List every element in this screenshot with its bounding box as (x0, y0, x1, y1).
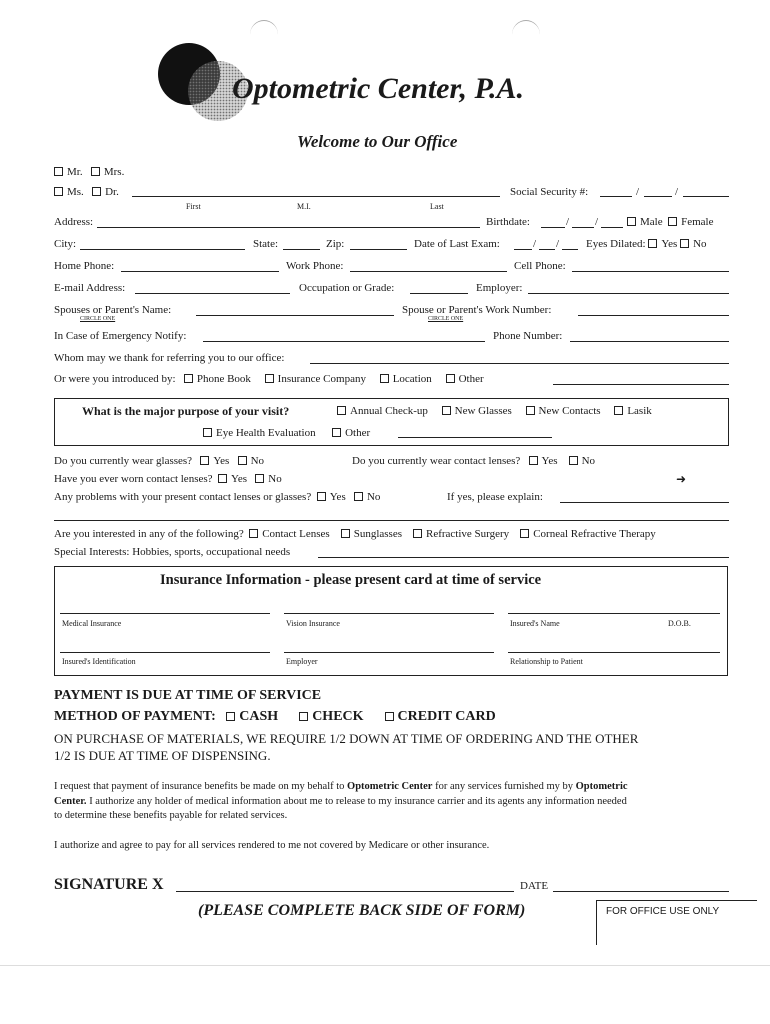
address-field[interactable] (97, 227, 480, 228)
problems-row (54, 491, 380, 503)
employer-label: Employer: (476, 282, 523, 294)
address-label: Address: (54, 216, 94, 228)
payment-method-label: METHOD OF PAYMENT: (54, 709, 216, 724)
new-contacts-label: New Contacts (538, 405, 601, 417)
date-label: DATE (520, 880, 549, 892)
auth-text-2a: Center. (54, 796, 87, 807)
birth-sep-2: / (595, 216, 599, 228)
birth-sep-1: / (566, 216, 570, 228)
mr-label: Mr. (67, 166, 83, 178)
spouse-name-label: Spouses or Parent's Name: (54, 304, 172, 316)
dr-label: Dr. (105, 186, 119, 198)
last-exam-day-field[interactable] (539, 249, 555, 250)
problems-no-label: No (366, 491, 381, 503)
spouse-name-field[interactable] (196, 315, 394, 316)
crt-label: Corneal Refractive Therapy (533, 528, 656, 540)
auth-text-1c: for any services furnished my by (432, 781, 576, 792)
exam-sep-1: / (533, 238, 537, 250)
payment-method-row (54, 709, 496, 725)
contacts-no-label: No (581, 455, 596, 467)
ever-worn-no-checkbox[interactable] (255, 474, 264, 483)
problems-question: Any problems with your present contact lenses or glasses? (54, 491, 312, 503)
annual-checkup-label: Annual Check-up (350, 405, 428, 417)
insured-name-field[interactable] (508, 613, 720, 614)
dob-label: D.O.B. (668, 619, 691, 628)
signature-label: SIGNATURE X (54, 876, 164, 893)
birthdate-month-field[interactable] (541, 227, 565, 228)
relationship-label: Relationship to Patient (510, 657, 583, 666)
company-name: Optometric Center, P.A. (232, 72, 524, 105)
emergency-label: In Case of Emergency Notify: (54, 330, 187, 342)
crt-checkbox[interactable] (520, 529, 529, 538)
eyes-dilated-group (586, 238, 707, 250)
birthdate-year-field[interactable] (601, 227, 623, 228)
city-label: City: (54, 238, 77, 250)
intro-other-checkbox[interactable] (446, 374, 455, 383)
circle-one-note-2: CIRCLE ONE (428, 316, 464, 322)
state-label: State: (253, 238, 279, 250)
visit-other-checkbox[interactable] (332, 428, 341, 437)
employer-insurance-field[interactable] (284, 652, 494, 653)
state-field[interactable] (283, 249, 320, 250)
zip-field[interactable] (350, 249, 407, 250)
auth-line-1 (54, 781, 628, 792)
occupation-label: Occupation or Grade: (299, 282, 395, 294)
check-checkbox[interactable] (299, 712, 308, 721)
wear-glasses-question: Do you currently wear glasses? (54, 455, 193, 467)
mr-checkbox[interactable] (54, 167, 63, 176)
visit-options-row-1 (337, 405, 652, 417)
cell-phone-label: Cell Phone: (514, 260, 566, 272)
cell-phone-field[interactable] (572, 271, 729, 272)
sunglasses-checkbox[interactable] (341, 529, 350, 538)
ssn-field-2[interactable] (644, 196, 672, 197)
interests-row (54, 528, 656, 540)
introduced-label: Or were you introduced by: (54, 373, 176, 385)
annual-checkup-checkbox[interactable] (337, 406, 346, 415)
glasses-yes-checkbox[interactable] (200, 456, 209, 465)
explain-label: If yes, please explain: (447, 491, 543, 503)
welcome-heading: Welcome to Our Office (297, 132, 458, 151)
ssn-label: Social Security #: (510, 186, 589, 198)
spouse-work-field[interactable] (578, 315, 729, 316)
phone-number-label: Phone Number: (493, 330, 563, 342)
employer-field[interactable] (528, 293, 729, 294)
phone-book-checkbox[interactable] (184, 374, 193, 383)
explain-field[interactable] (560, 502, 729, 503)
refractive-surgery-label: Refractive Surgery (426, 528, 510, 540)
phone-book-label: Phone Book (196, 373, 251, 385)
ever-worn-question: Have you ever worn contact lenses? (54, 473, 213, 485)
email-label: E-mail Address: (54, 282, 126, 294)
lasik-checkbox[interactable] (614, 406, 623, 415)
eye-health-checkbox[interactable] (203, 428, 212, 437)
sunglasses-label: Sunglasses (353, 528, 402, 540)
ssn-sep-2: / (675, 186, 679, 198)
ever-worn-yes-label: Yes (231, 473, 248, 485)
wear-contacts-question: Do you currently wear contact lenses? (352, 455, 521, 467)
vision-insurance-field[interactable] (284, 613, 494, 614)
referral-label: Whom may we thank for referring you to our office: (54, 352, 285, 364)
insurance-employer-label: Employer (286, 657, 318, 666)
lasik-label: Lasik (627, 405, 652, 417)
visit-other-label: Other (345, 427, 371, 439)
ever-worn-row (54, 473, 282, 485)
insured-id-field[interactable] (60, 652, 270, 653)
eye-health-label: Eye Health Evaluation (216, 427, 316, 439)
insurance-company-checkbox[interactable] (265, 374, 274, 383)
special-interests-field[interactable] (318, 557, 729, 558)
ever-worn-yes-checkbox[interactable] (218, 474, 227, 483)
male-checkbox[interactable] (627, 217, 636, 226)
phone-number-field[interactable] (570, 341, 729, 342)
arrow-icon: ➜ (676, 472, 687, 486)
glasses-no-checkbox[interactable] (238, 456, 247, 465)
dilated-no-label: No (693, 238, 707, 250)
visit-other-field[interactable] (398, 437, 552, 438)
ever-worn-no-label: No (268, 473, 282, 485)
materials-line-2: 1/2 IS DUE AT TIME OF DISPENSING. (54, 748, 271, 763)
contacts-yes-checkbox[interactable] (529, 456, 538, 465)
vision-insurance-label: Vision Insurance (286, 619, 340, 628)
punch-hole-right (512, 20, 540, 49)
location-label: Location (392, 373, 432, 385)
last-exam-month-field[interactable] (514, 249, 532, 250)
page-bottom-edge (0, 965, 770, 966)
location-checkbox[interactable] (380, 374, 389, 383)
name-field[interactable] (132, 196, 500, 197)
auth-text-2b: I authorize any holder of medical information about me to release to my insurance carrier and its agents any information needed (86, 796, 627, 807)
last-exam-year-field[interactable] (562, 249, 578, 250)
title-row-2 (54, 186, 119, 198)
new-contacts-checkbox[interactable] (526, 406, 535, 415)
home-phone-label: Home Phone: (54, 260, 115, 272)
insurance-title: Insurance Information - please present card at time of service (160, 572, 542, 588)
insured-id-label: Insured's Identification (62, 657, 136, 666)
payment-due-heading: PAYMENT IS DUE AT TIME OF SERVICE (54, 688, 322, 703)
credit-card-checkbox[interactable] (385, 712, 394, 721)
explain-field-2[interactable] (54, 520, 729, 521)
problems-yes-label: Yes (329, 491, 346, 503)
relationship-field[interactable] (508, 652, 720, 653)
visit-options-row-2 (203, 427, 370, 439)
mi-sublabel: M.I. (297, 202, 311, 211)
auth-line-4: I authorize and agree to pay for all services rendered to me not covered by Medicare or other insurance. (54, 840, 490, 851)
problems-no-checkbox[interactable] (354, 492, 363, 501)
title-row-1 (54, 166, 124, 178)
new-glasses-label: New Glasses (454, 405, 512, 417)
new-glasses-checkbox[interactable] (442, 406, 451, 415)
female-label: Female (681, 216, 714, 228)
ssn-field-1[interactable] (600, 196, 632, 197)
contacts-yes-label: Yes (541, 455, 558, 467)
referral-field[interactable] (310, 363, 729, 364)
auth-text-1b: Optometric Center (347, 781, 433, 792)
auth-text-1a: I request that payment of insurance benefits be made on my behalf to (54, 781, 348, 792)
contacts-question-row (352, 455, 595, 467)
email-field[interactable] (135, 293, 290, 294)
mrs-checkbox[interactable] (91, 167, 100, 176)
ssn-field-3[interactable] (683, 196, 729, 197)
dilated-yes-label: Yes (661, 238, 678, 250)
date-field[interactable] (553, 891, 729, 892)
glasses-yes-label: Yes (213, 455, 230, 467)
intro-other-field[interactable] (553, 384, 729, 385)
last-sublabel: Last (430, 202, 444, 211)
home-phone-field[interactable] (121, 271, 279, 272)
materials-line-1: ON PURCHASE OF MATERIALS, WE REQUIRE 1/2 DOWN AT TIME OF ORDERING AND THE OTHER (54, 731, 639, 746)
contact-lenses-label: Contact Lenses (262, 528, 330, 540)
exam-sep-2: / (556, 238, 560, 250)
insurance-company-label: Insurance Company (277, 373, 366, 385)
last-exam-label: Date of Last Exam: (414, 238, 500, 250)
signature-field[interactable] (176, 891, 514, 892)
city-field[interactable] (80, 249, 245, 250)
auth-line-2 (54, 796, 627, 807)
spouse-work-label: Spouse or Parent's Work Number: (402, 304, 552, 316)
male-label: Male (640, 216, 663, 228)
refractive-surgery-checkbox[interactable] (413, 529, 422, 538)
emergency-field[interactable] (203, 341, 485, 342)
female-checkbox[interactable] (668, 217, 677, 226)
check-label: CHECK (312, 709, 364, 724)
mrs-label: Mrs. (103, 166, 125, 178)
special-interests-label: Special Interests: Hobbies, sports, occupational needs (54, 546, 291, 558)
birthdate-day-field[interactable] (572, 227, 594, 228)
back-side-note: (PLEASE COMPLETE BACK SIDE OF FORM) (198, 902, 526, 919)
dilated-yes-checkbox[interactable] (648, 239, 657, 248)
interests-question: Are you interested in any of the following? (54, 528, 244, 540)
office-use-label: FOR OFFICE USE ONLY (606, 906, 720, 917)
dilated-no-checkbox[interactable] (680, 239, 689, 248)
ms-checkbox[interactable] (54, 187, 63, 196)
medical-insurance-field[interactable] (60, 613, 270, 614)
dr-checkbox[interactable] (92, 187, 101, 196)
contact-lenses-checkbox[interactable] (249, 529, 258, 538)
introduced-row (54, 373, 484, 385)
first-sublabel: First (186, 202, 201, 211)
work-phone-field[interactable] (350, 271, 507, 272)
birthdate-label: Birthdate: (486, 216, 530, 228)
ms-label: Ms. (67, 186, 84, 198)
occupation-field[interactable] (410, 293, 468, 294)
problems-yes-checkbox[interactable] (317, 492, 326, 501)
ssn-sep-1: / (636, 186, 640, 198)
contacts-no-checkbox[interactable] (569, 456, 578, 465)
glasses-no-label: No (250, 455, 265, 467)
glasses-question-row (54, 455, 264, 467)
credit-card-label: CREDIT CARD (397, 709, 496, 724)
circle-one-note-1: CIRCLE ONE (80, 316, 116, 322)
sex-options (627, 216, 714, 228)
auth-text-1d: Optometric (575, 781, 628, 792)
insured-name-label: Insured's Name (510, 619, 560, 628)
cash-checkbox[interactable] (226, 712, 235, 721)
work-phone-label: Work Phone: (286, 260, 344, 272)
cash-label: CASH (239, 709, 279, 724)
visit-question: What is the major purpose of your visit? (82, 404, 290, 418)
auth-line-3: to determine these benefits payable for related services. (54, 810, 288, 821)
zip-label: Zip: (326, 238, 345, 250)
eyes-dilated-label: Eyes Dilated: (586, 238, 646, 250)
intro-other-label: Other (458, 373, 484, 385)
medical-insurance-label: Medical Insurance (62, 619, 122, 628)
